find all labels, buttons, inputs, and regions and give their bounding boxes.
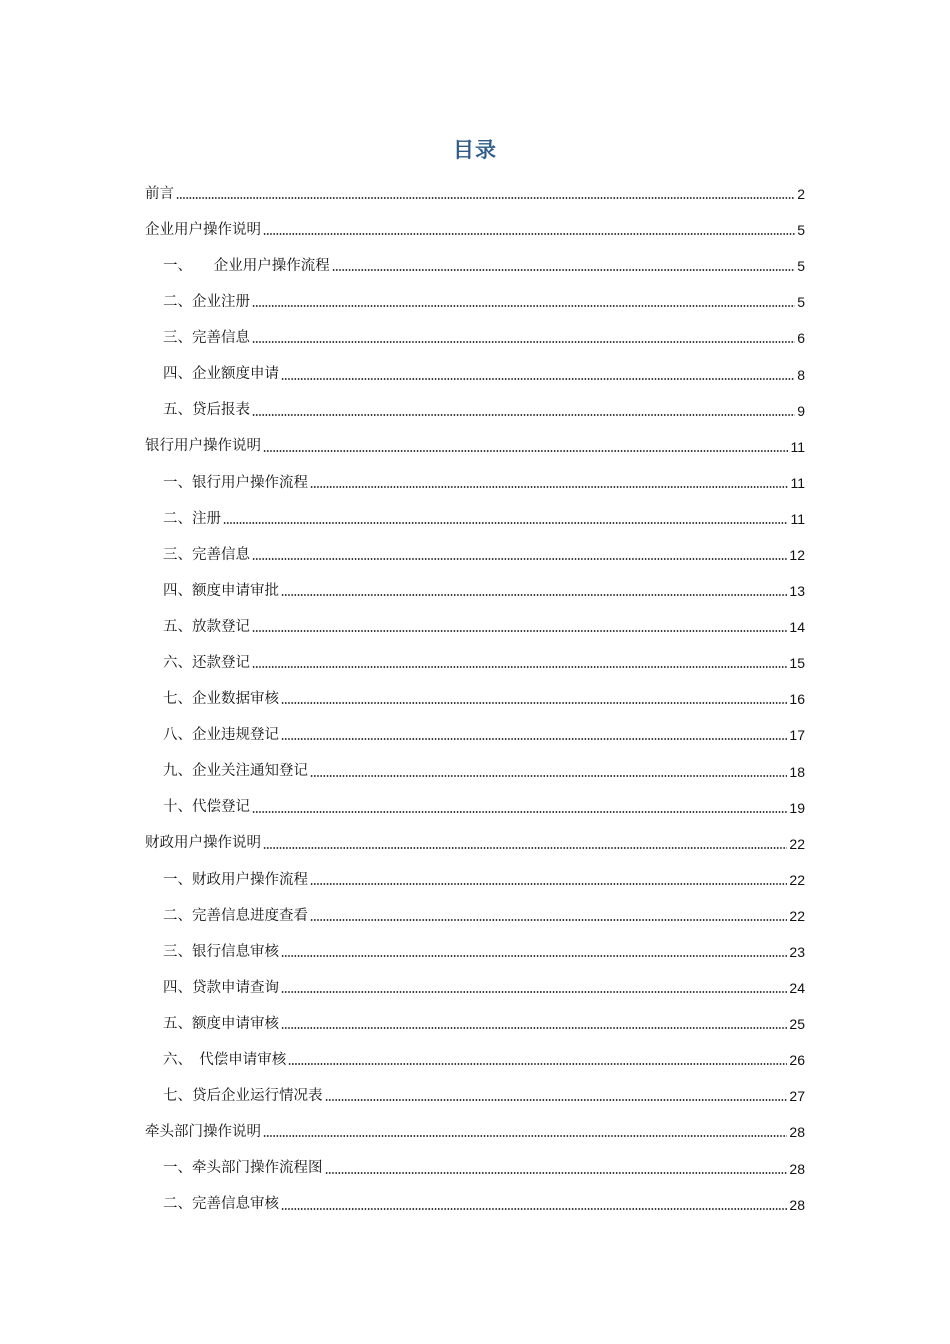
toc-entry-label: 一、银行用户操作流程 bbox=[163, 474, 308, 491]
toc-leader-dots bbox=[310, 919, 787, 921]
toc-leader-dots bbox=[281, 955, 787, 957]
toc-entry-label: 二、企业注册 bbox=[163, 294, 250, 311]
toc-entry[interactable] bbox=[145, 934, 805, 970]
toc-entry-label: 前言 bbox=[145, 185, 174, 202]
toc-entry[interactable] bbox=[145, 717, 805, 753]
toc-entry[interactable] bbox=[145, 1078, 805, 1114]
toc-entry-page: 5 bbox=[797, 222, 805, 239]
toc-entry-label: 五、贷后报表 bbox=[163, 402, 250, 419]
toc-entry-label: 一、财政用户操作流程 bbox=[163, 871, 308, 888]
toc-entry-label: 二、注册 bbox=[163, 510, 221, 527]
toc-entry-label: 一、 企业用户操作流程 bbox=[163, 257, 330, 274]
toc-entry-label: 十、代偿登记 bbox=[163, 799, 250, 816]
toc-leader-dots bbox=[252, 630, 787, 632]
toc-entry[interactable] bbox=[145, 862, 805, 898]
toc-entry[interactable] bbox=[145, 754, 805, 790]
toc-entry-page: 11 bbox=[790, 510, 805, 527]
toc-entry-page: 25 bbox=[789, 1016, 805, 1033]
toc-leader-dots bbox=[223, 522, 788, 524]
toc-entry-page: 18 bbox=[789, 763, 805, 780]
toc-entry-page: 2 bbox=[797, 186, 805, 203]
toc-entry-page: 17 bbox=[789, 727, 805, 744]
toc-entry-page: 12 bbox=[789, 546, 805, 563]
toc-entry-page: 5 bbox=[797, 258, 805, 275]
toc-entry-page: 13 bbox=[789, 583, 805, 600]
toc-entry[interactable] bbox=[145, 393, 805, 429]
toc-leader-dots bbox=[281, 594, 787, 596]
toc-entry-label: 四、额度申请审批 bbox=[163, 582, 279, 599]
toc-leader-dots bbox=[325, 1172, 788, 1174]
toc-entry-label: 企业用户操作说明 bbox=[145, 221, 261, 238]
toc-entry[interactable] bbox=[145, 681, 805, 717]
toc-entry-label: 六、还款登记 bbox=[163, 655, 250, 672]
toc-leader-dots bbox=[325, 1099, 788, 1101]
toc-leader-dots bbox=[263, 450, 788, 452]
toc-leader-dots bbox=[281, 378, 795, 380]
toc-entry[interactable] bbox=[145, 501, 805, 537]
toc-entry-page: 28 bbox=[789, 1160, 805, 1177]
toc-leader-dots bbox=[252, 305, 795, 307]
toc-entry-label: 三、完善信息 bbox=[163, 546, 250, 563]
toc-leader-dots bbox=[310, 775, 787, 777]
toc-entry-page: 28 bbox=[789, 1196, 805, 1213]
toc-leader-dots bbox=[310, 883, 787, 885]
toc-entry-label: 牵头部门操作说明 bbox=[145, 1124, 261, 1141]
toc-entry-label: 八、企业违规登记 bbox=[163, 727, 279, 744]
toc-leader-dots bbox=[252, 558, 787, 560]
toc-entry-label: 七、企业数据审核 bbox=[163, 691, 279, 708]
toc-leader-dots bbox=[281, 1208, 787, 1210]
toc-entry-page: 5 bbox=[797, 294, 805, 311]
toc-entry[interactable] bbox=[145, 1114, 805, 1150]
toc-leader-dots bbox=[288, 1063, 787, 1065]
toc-entry-page: 22 bbox=[789, 871, 805, 888]
toc-entry-page: 16 bbox=[789, 691, 805, 708]
toc-title: 目录 bbox=[453, 138, 497, 162]
toc-entry-label: 五、放款登记 bbox=[163, 618, 250, 635]
toc-entry[interactable] bbox=[145, 1187, 805, 1223]
toc-entry-page: 14 bbox=[789, 619, 805, 636]
toc-leader-dots bbox=[263, 233, 795, 235]
toc-entry-page: 11 bbox=[790, 438, 805, 455]
toc-entry-page: 23 bbox=[789, 944, 805, 961]
toc-entry[interactable] bbox=[145, 1006, 805, 1042]
toc-entry-label: 六、 代偿申请审核 bbox=[163, 1052, 287, 1069]
toc-entry-label: 三、银行信息审核 bbox=[163, 943, 279, 960]
toc-entry-label: 七、贷后企业运行情况表 bbox=[163, 1088, 323, 1105]
toc-leader-dots bbox=[281, 991, 787, 993]
toc-entry[interactable] bbox=[145, 645, 805, 681]
toc-entry-page: 9 bbox=[797, 402, 805, 419]
toc-entry-label: 银行用户操作说明 bbox=[145, 438, 261, 455]
toc-entry[interactable] bbox=[145, 1042, 805, 1078]
toc-entry[interactable] bbox=[145, 429, 805, 465]
toc-leader-dots bbox=[281, 702, 787, 704]
toc-entry-label: 四、企业额度申请 bbox=[163, 366, 279, 383]
toc-entry[interactable] bbox=[145, 1151, 805, 1187]
toc-entry-label: 一、牵头部门操作流程图 bbox=[163, 1160, 323, 1177]
toc-entry[interactable] bbox=[145, 826, 805, 862]
toc-entry-page: 8 bbox=[797, 366, 805, 383]
toc-entry-label: 三、完善信息 bbox=[163, 330, 250, 347]
toc-leader-dots bbox=[263, 1135, 787, 1137]
toc-leader-dots bbox=[263, 847, 787, 849]
toc-entry[interactable] bbox=[145, 176, 805, 212]
toc-entry-label: 二、完善信息审核 bbox=[163, 1196, 279, 1213]
toc-entry[interactable] bbox=[145, 284, 805, 320]
toc-entry-page: 11 bbox=[790, 474, 805, 491]
toc-entry-page: 24 bbox=[789, 980, 805, 997]
toc-entry-page: 15 bbox=[789, 655, 805, 672]
toc-entry-page: 27 bbox=[789, 1088, 805, 1105]
toc-entry[interactable] bbox=[145, 609, 805, 645]
toc-entry[interactable] bbox=[145, 573, 805, 609]
toc-entry[interactable] bbox=[145, 898, 805, 934]
toc-entry[interactable] bbox=[145, 537, 805, 573]
toc-leader-dots bbox=[332, 269, 795, 271]
toc-entry-label: 财政用户操作说明 bbox=[145, 835, 261, 852]
toc-leader-dots bbox=[252, 341, 795, 343]
toc-entry[interactable] bbox=[145, 212, 805, 248]
toc-entry-label: 二、完善信息进度查看 bbox=[163, 907, 308, 924]
toc-entry[interactable] bbox=[145, 320, 805, 356]
toc-leader-dots bbox=[176, 197, 795, 199]
toc-entry-page: 22 bbox=[789, 835, 805, 852]
toc-entry-page: 6 bbox=[797, 330, 805, 347]
toc-entry-label: 九、企业关注通知登记 bbox=[163, 763, 308, 780]
toc-entry-label: 四、贷款申请查询 bbox=[163, 979, 279, 996]
toc-leader-dots bbox=[252, 666, 787, 668]
toc-leader-dots bbox=[281, 738, 787, 740]
toc-leader-dots bbox=[310, 486, 788, 488]
toc-entry-page: 28 bbox=[789, 1124, 805, 1141]
toc-entry-label: 五、额度申请审核 bbox=[163, 1015, 279, 1032]
toc-entry[interactable] bbox=[145, 790, 805, 826]
toc-entry[interactable] bbox=[145, 356, 805, 392]
toc-entry[interactable] bbox=[145, 248, 805, 284]
toc-list bbox=[145, 176, 805, 1223]
toc-leader-dots bbox=[252, 414, 795, 416]
toc-entry-page: 22 bbox=[789, 907, 805, 924]
toc-entry[interactable] bbox=[145, 465, 805, 501]
toc-entry[interactable] bbox=[145, 970, 805, 1006]
toc-leader-dots bbox=[281, 1027, 787, 1029]
toc-entry-page: 19 bbox=[789, 799, 805, 816]
toc-leader-dots bbox=[252, 811, 787, 813]
toc-entry-page: 26 bbox=[789, 1052, 805, 1069]
